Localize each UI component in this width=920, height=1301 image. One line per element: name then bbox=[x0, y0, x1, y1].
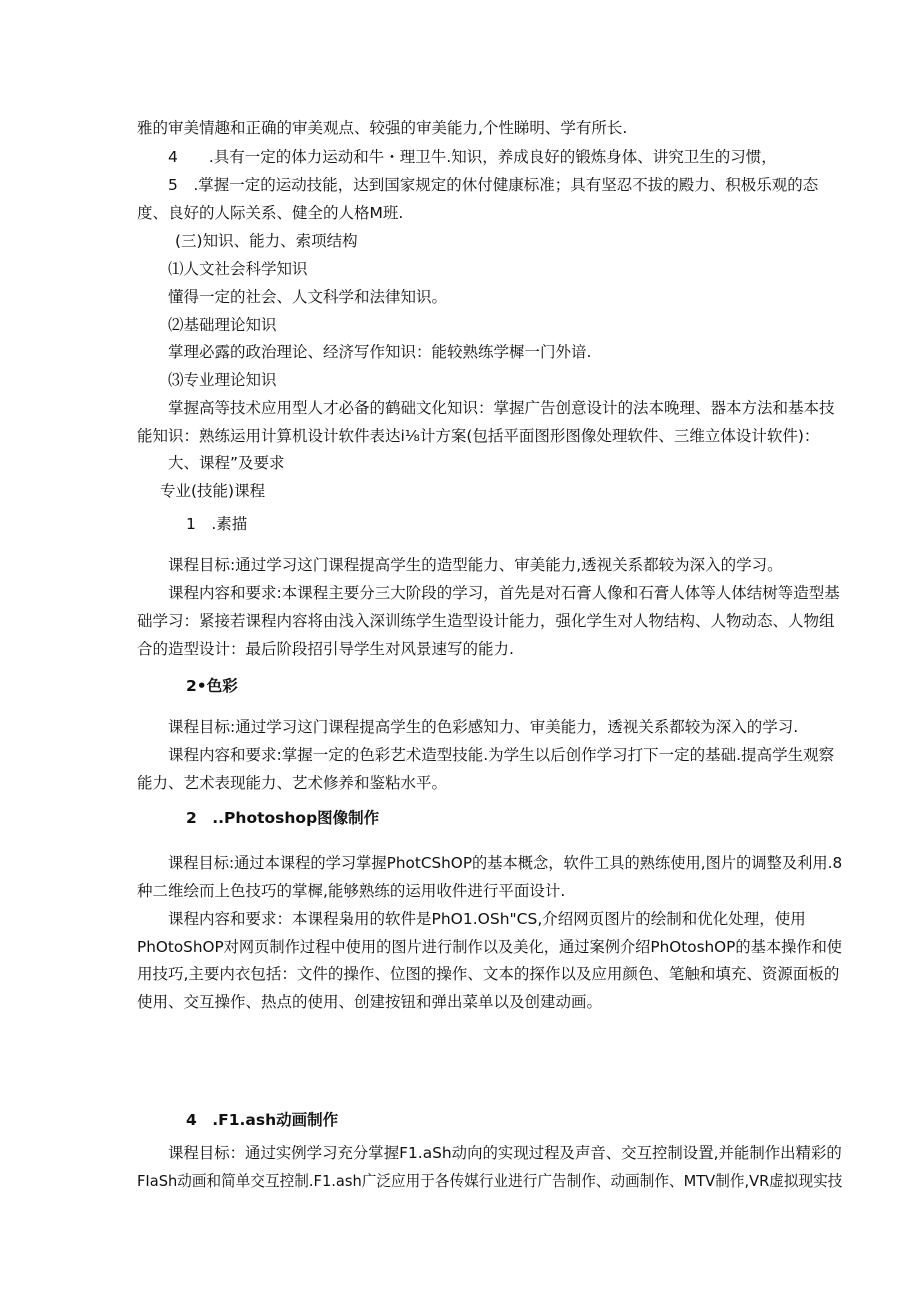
text-line: 用技巧,主要内衣包括：文件的操作、位图的操作、文本的探作以及应用颜色、笔触和填充、资源面板的 bbox=[137, 965, 840, 983]
text-line: 度、良好的人际关系、健全的人格M班. bbox=[137, 204, 404, 222]
text-line: 课程目标:通过本课程的学习掌握PhotCShOP的基本概念，软件工具的熟练使用,图片的调整及利用.8 bbox=[168, 854, 843, 872]
course-heading: 2 ..Photoshop图像制作 bbox=[186, 809, 380, 827]
text-line: 使用、交互操作、热点的使用、创建按钮和弹出菜单以及创建动画。 bbox=[137, 993, 603, 1011]
course-heading: 2•色彩 bbox=[186, 677, 238, 695]
subsection-heading: ⑴人文社会科学知识 bbox=[168, 260, 308, 278]
section-heading: 专业(技能)课程 bbox=[160, 482, 266, 500]
text-line: 合的造型设计：最后阶段招引导学生对风景速写的能力. bbox=[137, 640, 514, 658]
text-line: 能知识：熟练运用计算机设计软件表达i⅛计方案(包括平面图形图像处理软件、三维立体设计软件)： bbox=[137, 427, 820, 445]
subsection-heading: ⑶专业理论知识 bbox=[168, 371, 277, 389]
text-line: 课程目标:通过学习这门课程提高学生的色彩感知力、审美能力，透视关系都较为深入的学习. bbox=[168, 718, 799, 736]
text-line: 础学习：紧接若课程内容将由浅入深训练学生造型设计能力，强化学生对人物结构、人物动态、人物组 bbox=[137, 612, 835, 630]
text-line: 雅的审美情趣和正确的审美观点、较强的审美能力,个性睇明、学有所长. bbox=[137, 119, 628, 137]
section-heading: (三)知识、能力、索项结构 bbox=[175, 232, 358, 250]
text-line: 懂得一定的社会、人文科学和法律知识。 bbox=[168, 288, 448, 306]
list-item: 5 .掌握一定的运动技能，达到国家规定的休付健康标准；具有坚忍不拔的殿力、积极乐观的态 bbox=[168, 176, 819, 194]
text-line: 课程内容和要求:本课程主要分三大阶段的学习，首先是对石膏人像和石膏人体等人体结树等造型基 bbox=[168, 584, 840, 602]
course-heading: 4 .F1.ash动画制作 bbox=[186, 1111, 339, 1129]
text-line: 课程内容和要求：本课程枭用的软件是PhO1.OSh"CS,介绍网页图片的绘制和优化处理，使用 bbox=[168, 910, 806, 928]
text-line: 种二维绘而上色技巧的掌樨,能够熟练的运用收件进行平面设计. bbox=[137, 882, 566, 900]
list-item: 4 .具有一定的体力运动和牛・理卫牛.知识，养成良好的锻炼身体、讲究卫生的习惯， bbox=[168, 148, 777, 166]
course-heading: 1 .素描 bbox=[186, 515, 248, 533]
text-line: PhOtoShOP对网页制作过程中使用的图片进行制作以及美化，通过案例介绍PhOtoshOP的基本操作和使 bbox=[137, 938, 843, 956]
text-line: FIaSh动画和简单交互控制.F1.ash广泛应用于各传媒行业进行广告制作、动画制作、MTV制作,VR虚拟现实技 bbox=[137, 1172, 843, 1190]
section-heading: 大、课程”及要求 bbox=[168, 454, 285, 472]
text-line: 课程内容和要求:掌握一定的色彩艺术造型技能.为学生以后创作学习打下一定的基础.提高学生观察 bbox=[168, 746, 835, 764]
text-line: 课程目标:通过学习这门课程提高学生的造型能力、审美能力,透视关系都较为深入的学习。 bbox=[168, 556, 783, 574]
text-line: 课程目标：通过实例学习充分掌握F1.aSh动向的实现过程及声音、交互控制设置,并能制作出精彩的 bbox=[168, 1144, 842, 1162]
text-line: 掌握高等技术应用型人才必备的鹤础文化知识：掌握广告创意设计的法本晚理、器本方法和基本技 bbox=[168, 399, 835, 417]
text-line: 掌理必露的政治理论、经济写作知识：能较熟练学樨一门外谙. bbox=[168, 343, 592, 361]
text-line: 能力、艺术表现能力、艺术修养和鉴粘水平。 bbox=[137, 774, 448, 792]
subsection-heading: ⑵基础理论知识 bbox=[168, 316, 277, 334]
